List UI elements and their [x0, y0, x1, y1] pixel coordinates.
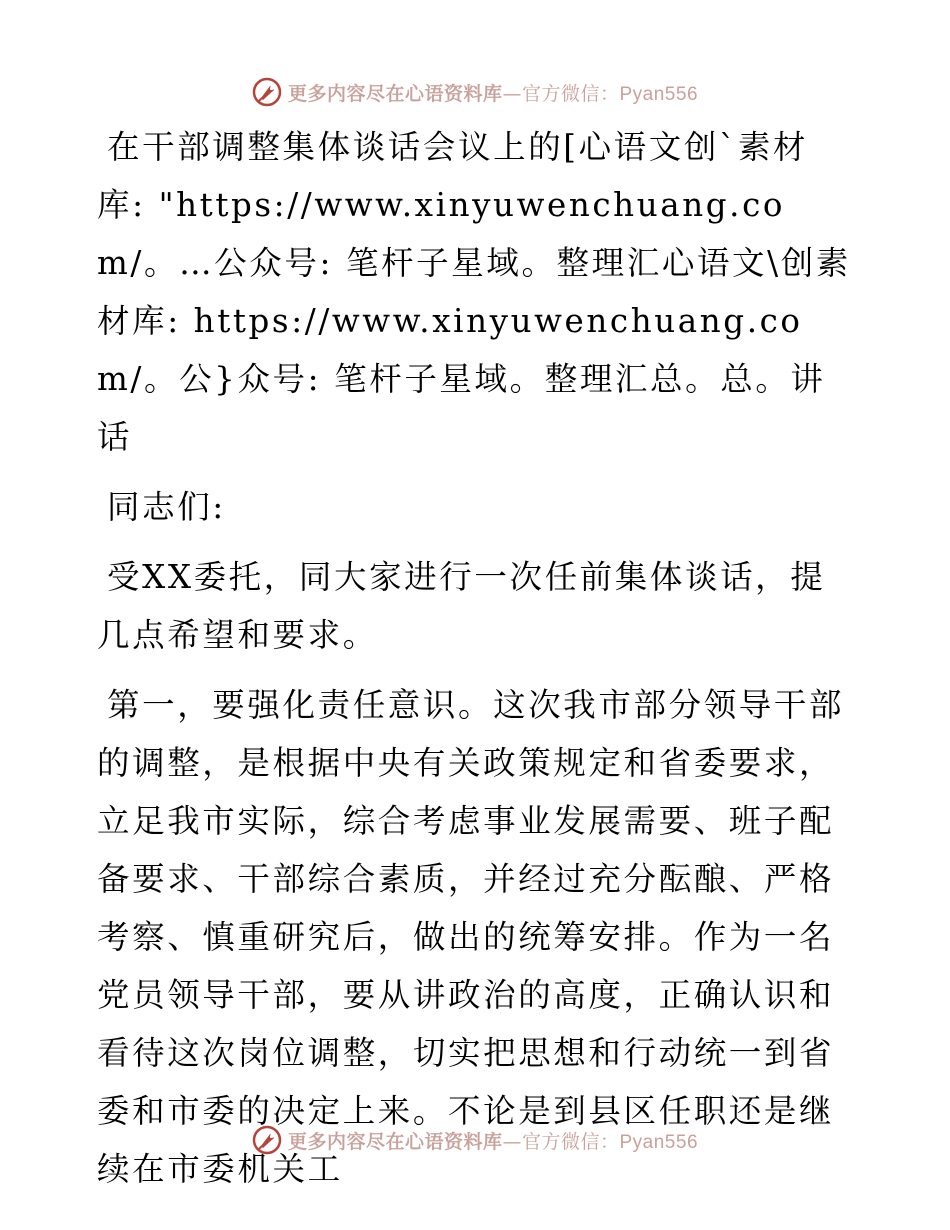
watermark-text: [288, 79, 698, 106]
watermark-wechat-id: Pyan556: [619, 83, 699, 105]
watermark-brand: 更多内容尽在心语资料库: [287, 1130, 503, 1153]
salutation: 同志们:: [107, 488, 226, 526]
document-title-paragraph: 在干部调整集体谈话会议上的[心语文创`素材库: "https://www.xinyuwenchuang.com/。…公众号: 笔杆子星域。整理汇心语文\创素材库: https://www.xinyuwenchuang.com/。公}众号: 笔杆子星域。整理汇总。总。讲话: [97, 128, 851, 456]
watermark-dash: —: [502, 1130, 522, 1153]
pen-nib-circle-icon: [252, 1125, 282, 1155]
watermark-text: [288, 1127, 698, 1154]
watermark-brand: 更多内容尽在心语资料库: [287, 82, 503, 105]
watermark-dash: —: [502, 82, 522, 105]
watermark-banner-top: [0, 72, 950, 112]
paragraph-1: 受XX委托，同大家进行一次任前集体谈话，提几点希望和要求。: [97, 558, 826, 654]
watermark-wechat-label: 官方微信：: [521, 1130, 620, 1153]
paragraph-2: 第一，要强化责任意识。这次我市部分领导干部的调整，是根据中央有关政策规定和省委要求，立足我市实际，综合考虑事业发展需要、班子配备要求、干部综合素质，并经过充分酝酿、严格考察、慎重研究后，做出的统筹安排。作为一名党员领导干部，要从讲政治的高度，正确认识和看待这次岗位调整，切实把思想和行动统一到省委和市委的决定上来。不论是到县区任职还是继续在市委机关工: [97, 686, 845, 1188]
watermark-wechat-id: Pyan556: [619, 1131, 699, 1153]
watermark-wechat-label: 官方微信：: [521, 82, 620, 105]
pen-nib-circle-icon: [252, 77, 282, 107]
document-body: [97, 118, 853, 1210]
watermark-banner-bottom: [0, 1120, 950, 1160]
